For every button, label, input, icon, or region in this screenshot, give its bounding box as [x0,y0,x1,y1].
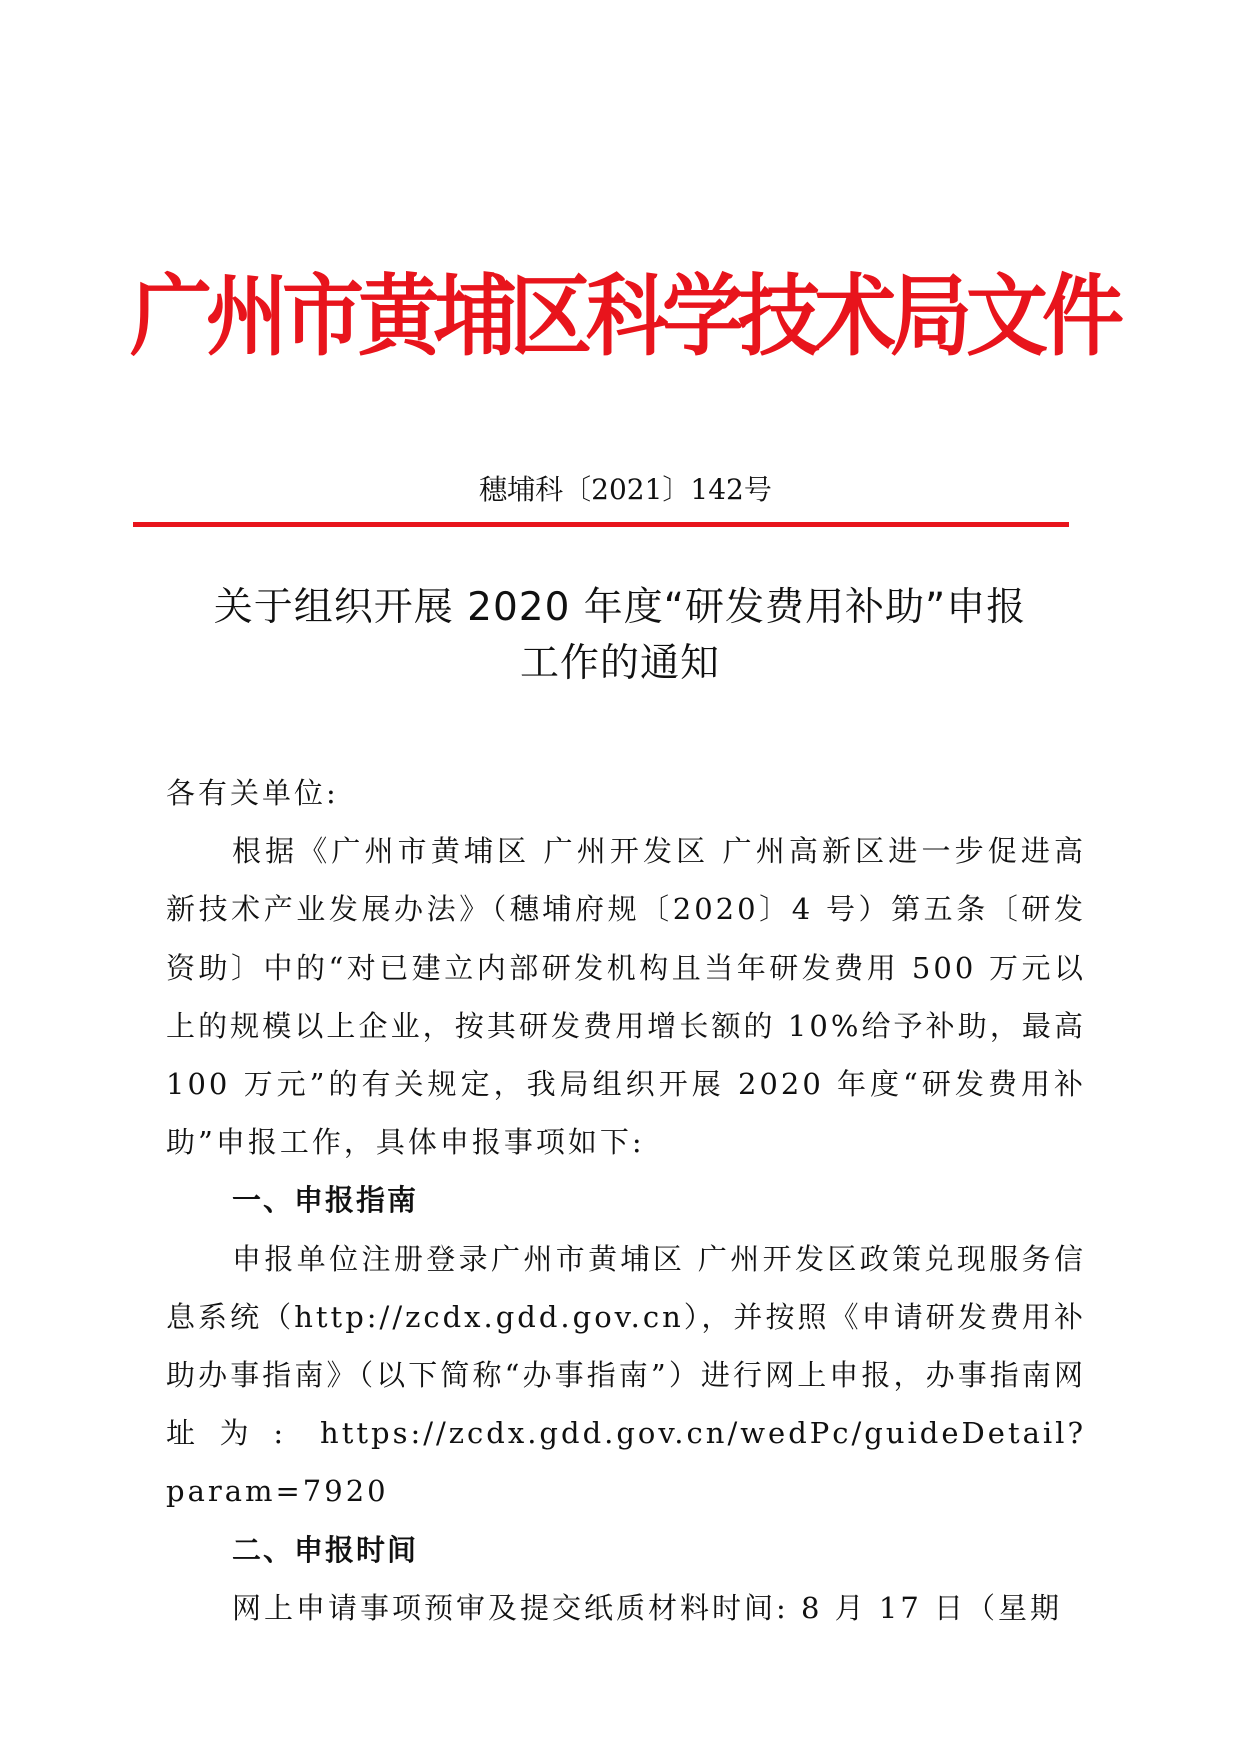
section-heading-2: 二、申报时间 [232,1532,419,1567]
notice-title-line-2: 工作的通知 [519,641,720,686]
agency-header-title: 广州市黄埔区科学技术局文件 [130,265,1119,369]
notice-title [150,580,1090,692]
body-paragraph-2: 申报单位注册登录广州市黄埔区 广州开发区政策兑现服务信息系统（http://zcdx.gdd.gov.cn），并按照《申请研发费用补助办事指南》（以下简称“办事指南”）进行网上申报，办事指南网址为: https://zcdx.gdd.gov.cn/wedPc/guideDetail?param=7920 [166,1241,1086,1509]
section-heading-1: 一、申报指南 [232,1183,419,1218]
notice-body [166,764,1086,1637]
salutation: 各有关单位: [166,776,339,810]
document-number: 穗埔科〔2021〕142号 [479,473,772,506]
body-paragraph-1: 根据《广州市黄埔区 广州开发区 广州高新区进一步促进高新技术产业发展办法》（穗埔府规〔2020〕4 号）第五条〔研发资助〕中的“对已建立内部研发机构且当年研发费用 500 万元以上的规模以上企业，按其研发费用增长额的 10%给予补助，最高 100 万元”的有关规定，我局组织开展 2020 年度“研发费用补助”申报工作，具体申报事项如下: [166,834,1086,1160]
notice-title-line-1: 关于组织开展 2020 年度“研发费用补助”申报 [213,585,1027,630]
red-divider-line [133,522,1069,527]
body-paragraph-3: 网上申请事项预审及提交纸质材料时间: 8 月 17 日（星期 [232,1590,1062,1625]
